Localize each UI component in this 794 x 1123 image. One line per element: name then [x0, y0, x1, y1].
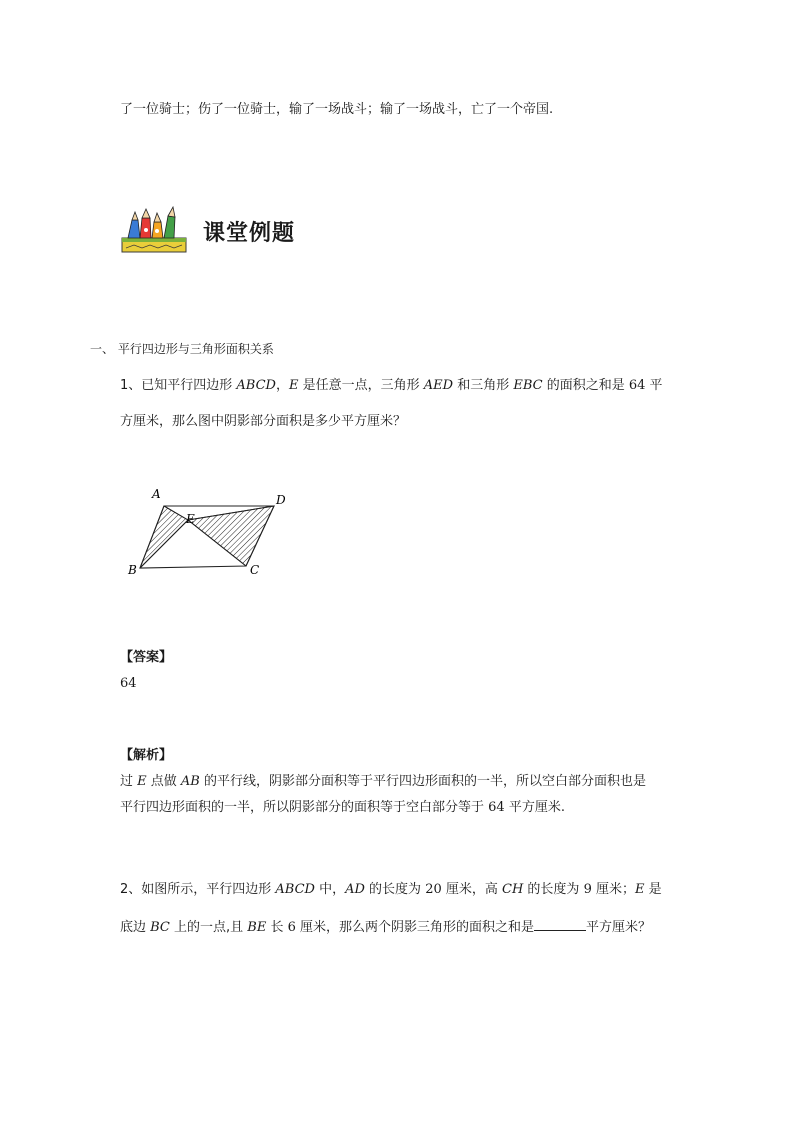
- q1-text: 平: [645, 378, 663, 393]
- analysis-text: 平行四边形面积的一半，所以阴影部分的面积等于空白部分等于: [120, 800, 489, 815]
- q1-text: ，: [275, 378, 289, 393]
- answer-label: 【答案】: [120, 650, 173, 665]
- analysis-line-2: [120, 798, 565, 818]
- label-D: D: [276, 493, 286, 507]
- answer-blank[interactable]: [534, 916, 586, 931]
- shaded-triangle-CDE: [188, 506, 274, 566]
- q2-math: AD: [345, 882, 365, 897]
- q2-line-2: [120, 916, 651, 938]
- label-A: A: [152, 487, 161, 501]
- q2-number: 9: [583, 882, 592, 897]
- q1-text: 的面积之和是: [542, 378, 629, 393]
- label-C: C: [250, 563, 260, 577]
- q1-line-2: 方厘米，那么图中阴影部分面积是多少平方厘米？: [120, 414, 407, 429]
- analysis-number: 64: [488, 800, 505, 815]
- analysis-text: 平方厘米.: [504, 800, 565, 815]
- analysis-text: 的平行线，阴影部分面积等于平行四边形面积的一半，所以空白部分面积也是: [199, 774, 646, 789]
- section-title: 课堂例题: [203, 221, 296, 246]
- analysis-label: 【解析】: [120, 748, 173, 763]
- topic-title: 平行四边形与三角形面积关系: [117, 342, 274, 356]
- q2-line-1: [120, 880, 662, 900]
- q2-text: 厘米，高: [441, 882, 502, 897]
- q2-text: 厘米；: [591, 882, 635, 897]
- q1-line-1: [120, 376, 663, 396]
- q2-text: 平方厘米？: [586, 920, 652, 935]
- q1-math: E: [288, 378, 299, 393]
- q1-number: 64: [628, 378, 646, 393]
- q2-text: 的长度为: [523, 882, 584, 897]
- topic-number: 一、: [90, 342, 115, 356]
- q2-number: 20: [425, 882, 442, 897]
- q2-text: 是: [644, 882, 662, 897]
- q1-math: AED: [423, 378, 454, 393]
- q1-math: EBC: [513, 378, 543, 393]
- q2-math: BC: [150, 920, 170, 935]
- q2-text: 的长度为: [364, 882, 426, 897]
- q2-math: ABCD: [275, 882, 315, 897]
- q1-text: 和三角形: [453, 378, 514, 393]
- parallelogram-figure: [120, 482, 300, 578]
- q2-text: 长: [266, 920, 288, 935]
- q2-text: 中，: [314, 882, 346, 897]
- intro-text: 了一位骑士；伤了一位骑士，输了一场战斗；输了一场战斗，亡了一个帝国.: [120, 102, 554, 117]
- q1-math: ABCD: [236, 378, 276, 393]
- pencils-icon: [120, 206, 188, 254]
- q2-text: 2、如图所示，平行四边形: [120, 882, 276, 897]
- q2-text: 厘米，那么两个阴影三角形的面积之和是: [295, 920, 535, 935]
- analysis-text: 点做: [146, 774, 181, 789]
- analysis-math: E: [137, 774, 147, 789]
- analysis-math: AB: [180, 774, 200, 789]
- label-B: B: [128, 563, 137, 577]
- label-E: E: [186, 512, 195, 526]
- q2-math: BE: [247, 920, 267, 935]
- q2-math: CH: [502, 882, 524, 897]
- analysis-line-1: [120, 772, 646, 792]
- q2-math: E: [634, 882, 645, 897]
- topic-heading: [90, 340, 274, 357]
- q2-text: 底边: [120, 920, 151, 935]
- q1-text: 是任意一点，三角形: [298, 378, 424, 393]
- q1-text: 1、已知平行四边形: [120, 378, 237, 393]
- answer-value: 64: [120, 676, 137, 691]
- q2-number: 6: [287, 920, 296, 935]
- q2-text: 上的一点,且: [169, 920, 248, 935]
- analysis-text: 过: [120, 774, 138, 789]
